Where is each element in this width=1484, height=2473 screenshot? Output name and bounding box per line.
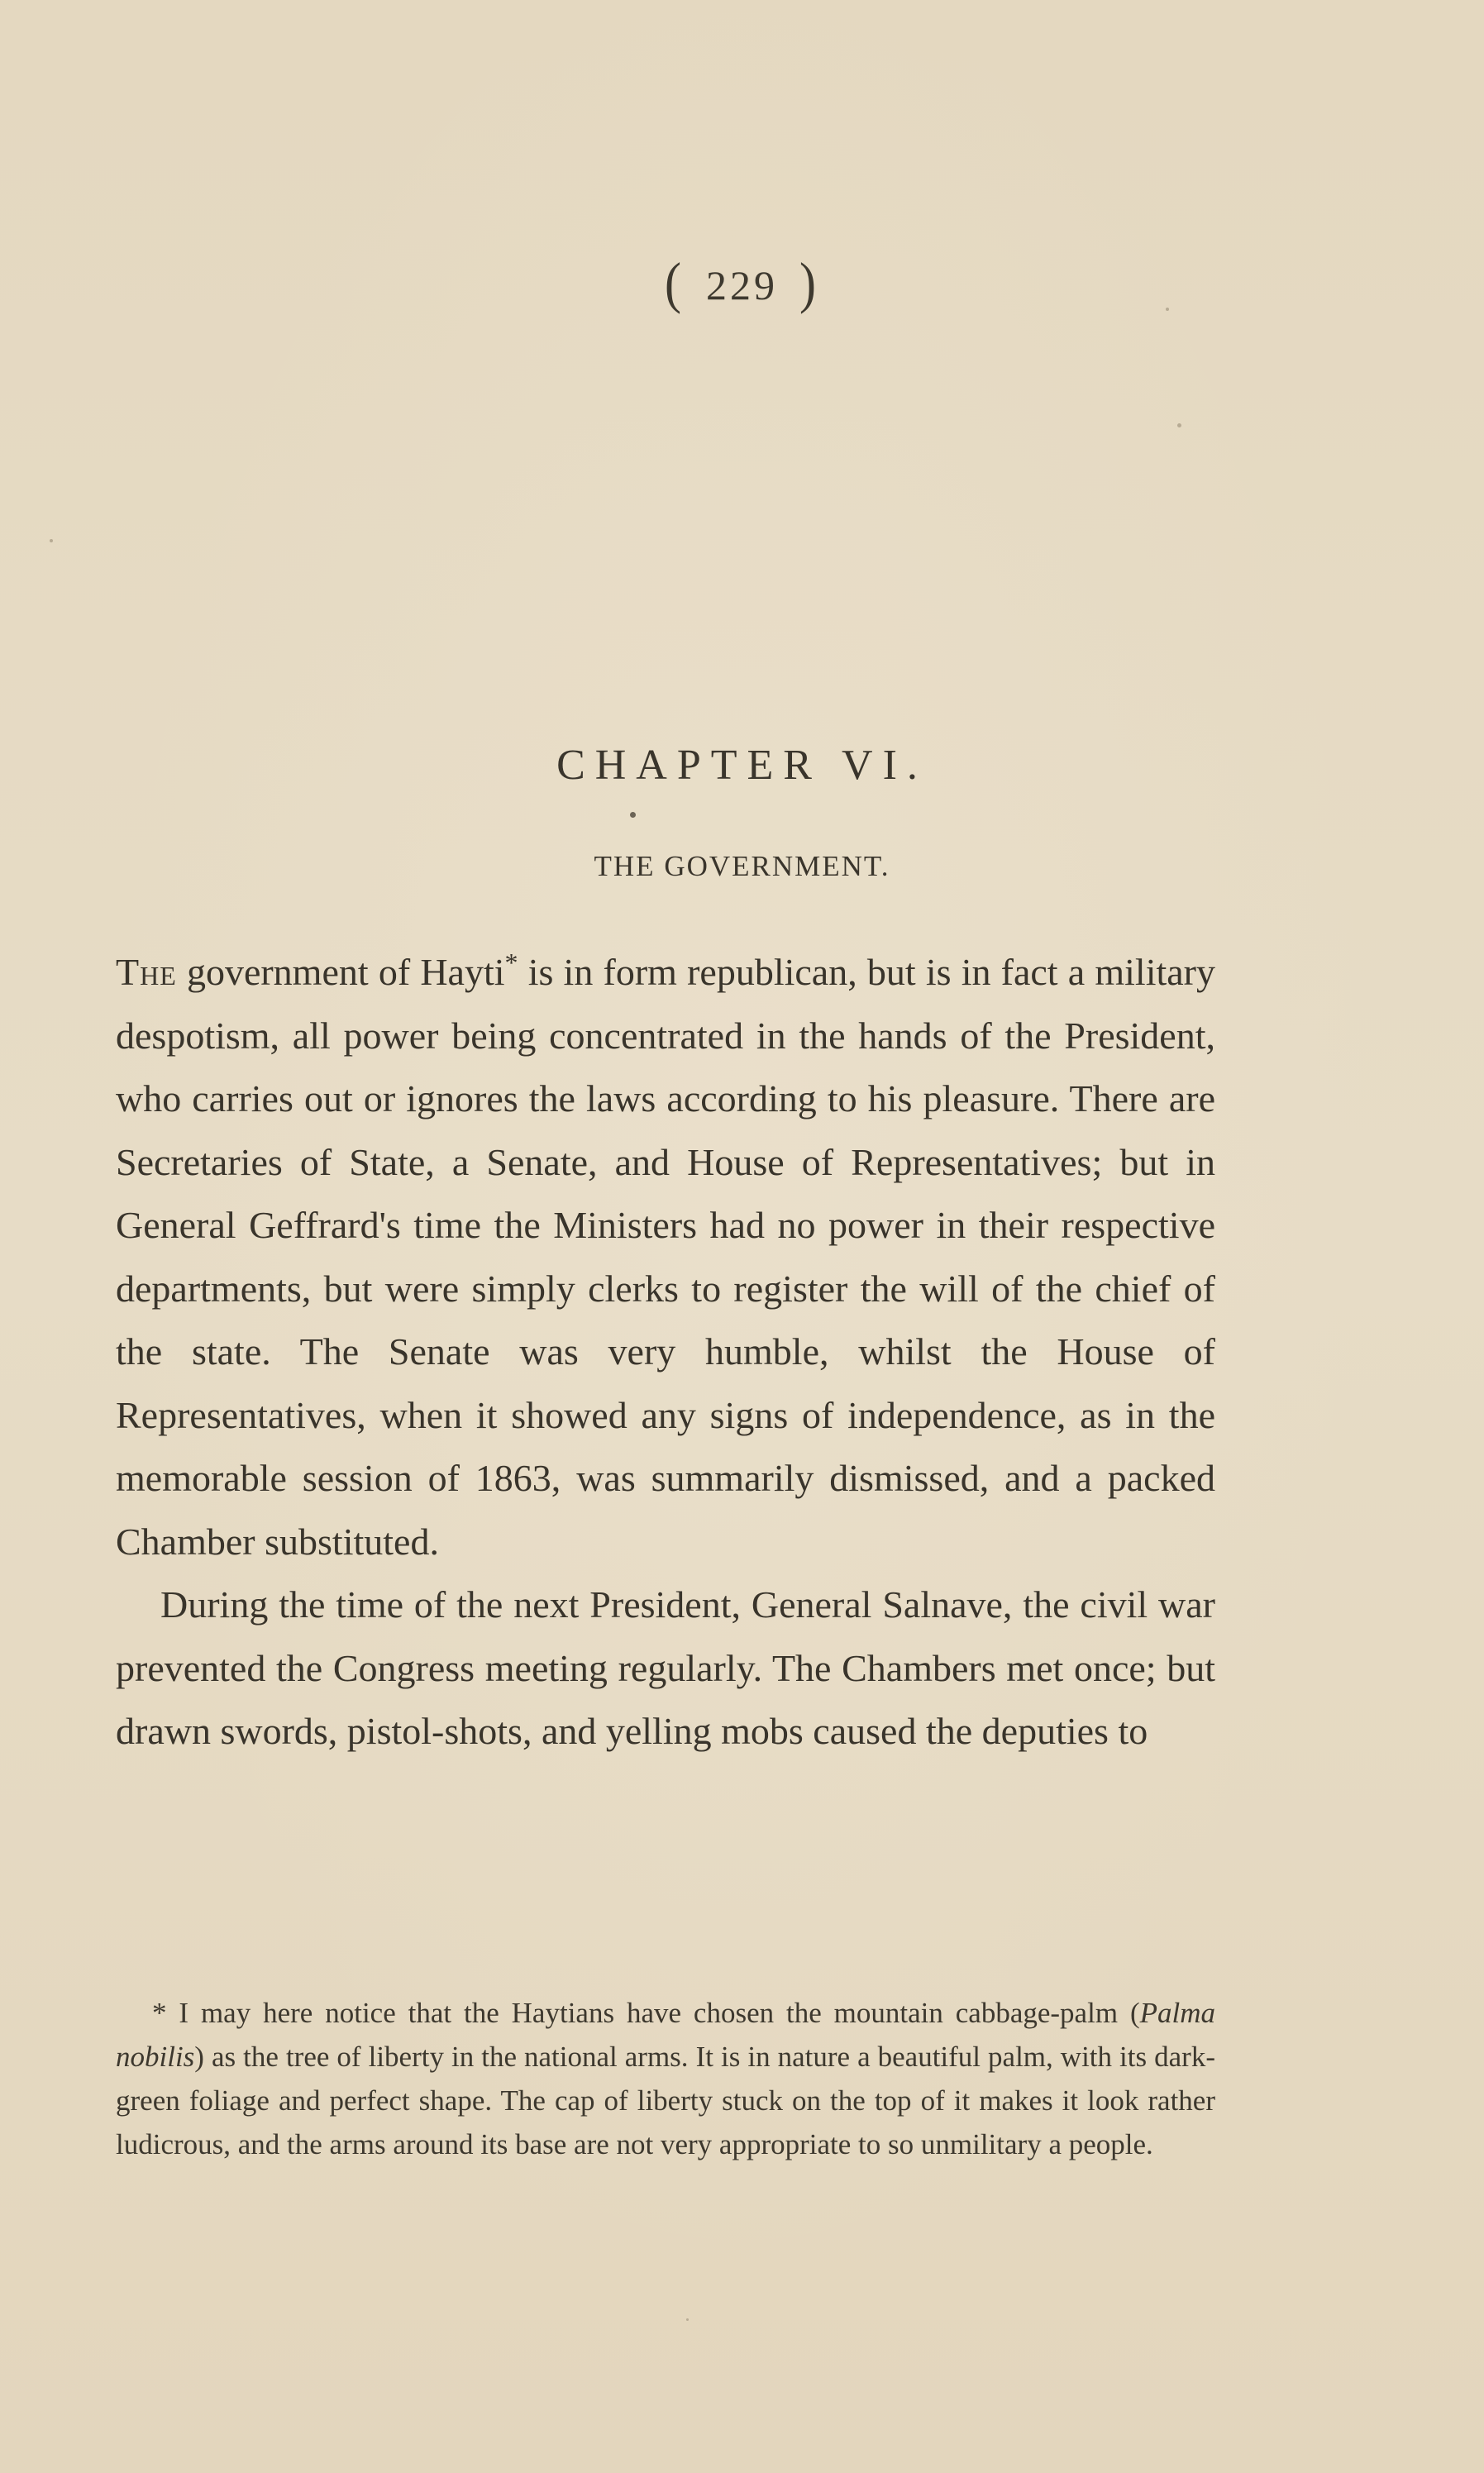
- footnote-marker: *: [504, 948, 518, 977]
- paragraph-text: government of Hayti: [176, 951, 505, 993]
- footnote-text: ) as the tree of liberty in the national arms. It is in nature a beautiful palm, with its dark-green foliage and perfect shape. The cap of liberty stuck on the top of it makes it look rather ludicrous, and the arms around its base are not very appropriate to so unmilitary a people.: [116, 2041, 1215, 2160]
- body-text: [116, 941, 1215, 1764]
- paper-speck: [686, 2318, 689, 2321]
- footnote: [116, 1991, 1215, 2166]
- footnote-text: I may here notice that the Haytians have chosen the mountain cabbage-palm (: [166, 1997, 1140, 2029]
- paper-speck: [50, 539, 53, 542]
- paper-speck: [1177, 423, 1181, 427]
- page-number-value: 229: [706, 262, 778, 308]
- footnote-marker: *: [152, 1997, 167, 2029]
- page-number: [0, 251, 1484, 314]
- body-paragraph: [116, 941, 1215, 1573]
- body-paragraph: During the time of the next President, General Salnave, the civil war prevented the Congress meeting regularly. The Chambers met once; but drawn swords, pistol-shots, and yelling mobs caused the deputies to: [116, 1583, 1215, 1752]
- chapter-title: CHAPTER VI.: [556, 742, 928, 789]
- paragraph-text: is in form republican, but is in fact a military despotism, all power being concentrated in the hands of the President, who carries out or ignores the laws according to his pleasure. There are Secretaries of State, a Senate, and House of Representatives; but in General Geffrard's time the Ministers had no power in their respective departments, but were simply clerks to register the will of the chief of the state. The Senate was very humble, whilst the House of Representatives, when it showed any signs of independence, as in the memorable session of 1863, was summarily dismissed, and a packed Chamber substituted.: [116, 951, 1215, 1563]
- chapter-ornament-dot: [630, 812, 636, 818]
- footnote-paragraph: [116, 1991, 1215, 2166]
- paragraph-lead-word: The: [116, 951, 177, 993]
- page-number-open-paren: (: [665, 251, 685, 314]
- page-number-close-paren: ): [799, 251, 819, 314]
- chapter-subtitle: THE GOVERNMENT.: [594, 850, 890, 882]
- footnote-italic-latin-name: Palma nobilis: [116, 1997, 1215, 2073]
